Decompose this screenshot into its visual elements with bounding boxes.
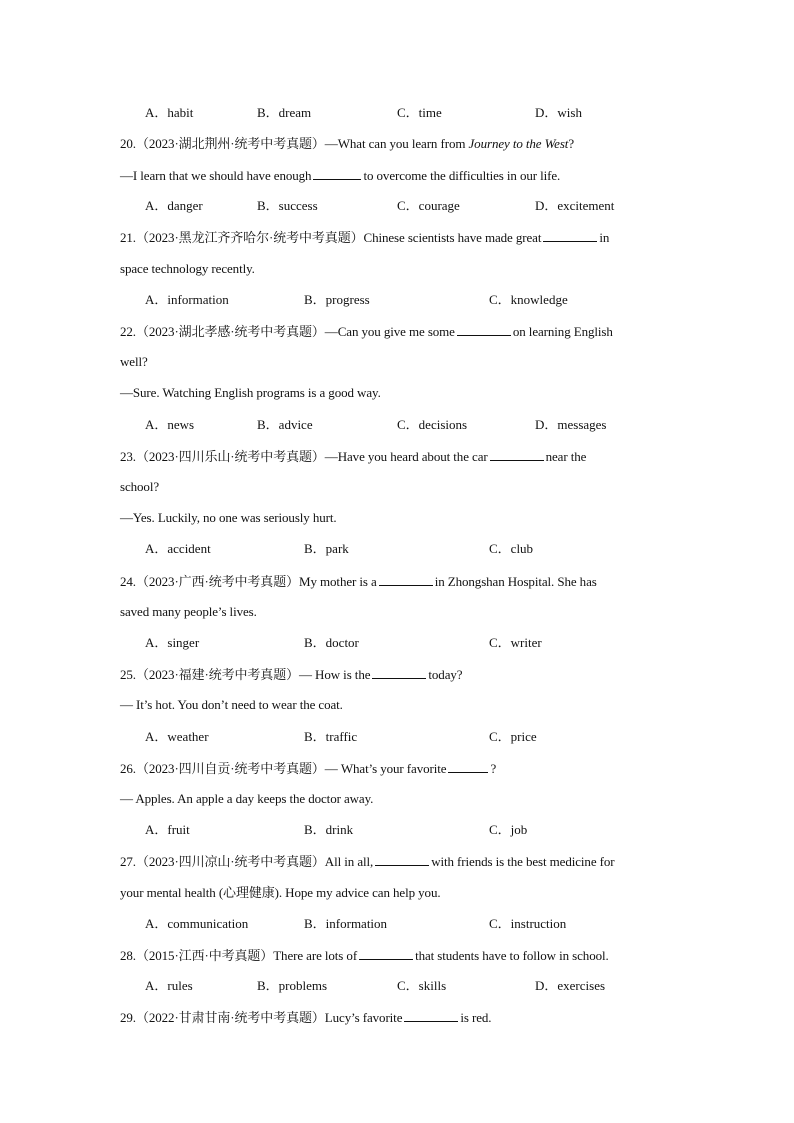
q26-line2: — Apples. An apple a day keeps the doctor away. [120, 791, 374, 806]
q25-stem [120, 665, 462, 684]
q29-stem-end: is red. [460, 1010, 492, 1025]
q22-stem-end: on learning English [512, 324, 613, 339]
q25-stem-end: today? [428, 667, 463, 682]
q22-option-c: C．decisions [397, 417, 468, 432]
answer-blank [448, 759, 488, 773]
q28-stem-end: that students have to follow in school. [415, 948, 609, 963]
q27-option-c: C．instruction [489, 916, 567, 931]
answer-blank [490, 447, 544, 461]
q19-option-a: A．habit [145, 105, 194, 120]
q20-stem [120, 135, 574, 153]
q23-option-a: A．accident [145, 541, 211, 556]
q23-line2: school? [120, 479, 160, 494]
q20-stem-end: ? [568, 136, 574, 151]
q26-option-b: B．drink [304, 822, 354, 837]
q28-stem [120, 946, 609, 965]
answer-blank [543, 228, 597, 242]
answer-blank [404, 1008, 458, 1022]
answer-blank [313, 166, 361, 180]
q19-option-c: C．time [397, 105, 442, 120]
q22-option-d: D．messages [535, 417, 607, 432]
q26-stem-end: ? [490, 761, 497, 776]
q20-option-d: D．excitement [535, 198, 615, 213]
q20-option-c: C．courage [397, 198, 460, 213]
q24-stem [120, 572, 597, 591]
q24-option-c: C．writer [489, 635, 542, 650]
q25-option-a: A．weather [145, 729, 209, 744]
q29-stem-text: 29.（2022·甘肃甘南·统考中考真题）Lucy’s favorite [120, 1010, 403, 1025]
q23-stem-end: near the [545, 449, 587, 464]
answer-blank [379, 572, 433, 586]
q24-option-a: A．singer [145, 635, 200, 650]
q23-stem [120, 447, 586, 466]
q28-option-b: B．problems [257, 978, 328, 993]
q26-stem [120, 759, 496, 778]
q27-stem [120, 852, 615, 871]
q22-option-a: A．news [145, 417, 195, 432]
q19-option-b: B．dream [257, 105, 312, 120]
q20-line2 [120, 166, 560, 185]
q28-stem-text: 28.（2015·江西·中考真题）There are lots of [120, 948, 358, 963]
answer-blank [372, 665, 426, 679]
q28-option-c: C．skills [397, 978, 447, 993]
q22-stem [120, 322, 613, 341]
q24-stem-end: in Zhongshan Hospital. She has [434, 574, 597, 589]
q21-stem-end: in [599, 230, 610, 245]
answer-blank [359, 946, 413, 960]
q27-line2: your mental health (心理健康). Hope my advice can help you. [120, 885, 441, 900]
q21-stem-text: 21.（2023·黑龙江齐齐哈尔·统考中考真题）Chinese scientists have made great [120, 230, 542, 245]
q22-line2: well? [120, 354, 148, 369]
q20-line2-pre: —I learn that we should have enough [120, 168, 312, 183]
q23-option-c: C．club [489, 541, 534, 556]
q24-line2: saved many people’s lives. [120, 604, 257, 619]
q22-stem-text: 22.（2023·湖北孝感·统考中考真题）—Can you give me some [120, 324, 455, 339]
q20-line2-post: to overcome the difficulties in our life. [363, 168, 561, 183]
q20-book-title: Journey to the West [468, 136, 569, 151]
q28-option-a: A．rules [145, 978, 193, 993]
q26-stem-text: 26.（2023·四川自贡·统考中考真题）— What’s your favorite [120, 761, 447, 776]
q24-option-b: B．doctor [304, 635, 359, 650]
q20-stem-text: 20.（2023·湖北荆州·统考中考真题）—What can you learn from [120, 136, 469, 151]
q26-option-a: A．fruit [145, 822, 190, 837]
q25-line2: — It’s hot. You don’t need to wear the coat. [120, 697, 343, 712]
q21-option-c: C．knowledge [489, 292, 568, 307]
q25-option-b: B．traffic [304, 729, 358, 744]
q24-stem-text: 24.（2023·广西·统考中考真题）My mother is a [120, 574, 377, 589]
q22-line3: —Sure. Watching English programs is a good way. [120, 385, 381, 400]
answer-blank [457, 322, 511, 336]
q21-stem [120, 228, 609, 247]
q23-stem-text: 23.（2023·四川乐山·统考中考真题）—Have you heard about the car [120, 449, 488, 464]
q21-option-b: B．progress [304, 292, 370, 307]
q20-option-b: B．success [257, 198, 318, 213]
q27-stem-end: with friends is the best medicine for [431, 854, 615, 869]
q22-option-b: B．advice [257, 417, 313, 432]
q23-option-b: B．park [304, 541, 349, 556]
answer-blank [375, 852, 429, 866]
q26-option-c: C．job [489, 822, 528, 837]
q20-option-a: A．danger [145, 198, 203, 213]
q28-option-d: D．exercises [535, 978, 606, 993]
q27-option-b: B．information [304, 916, 388, 931]
q21-line2: space technology recently. [120, 261, 255, 276]
q23-line3: —Yes. Luckily, no one was seriously hurt. [120, 510, 337, 525]
q19-option-d: D．wish [535, 105, 582, 120]
q27-option-a: A．communication [145, 916, 249, 931]
q29-stem [120, 1008, 491, 1027]
q25-stem-text: 25.（2023·福建·统考中考真题）— How is the [120, 667, 371, 682]
q27-stem-text: 27.（2023·四川凉山·统考中考真题）All in all, [120, 854, 374, 869]
q21-option-a: A．information [145, 292, 229, 307]
q25-option-c: C．price [489, 729, 537, 744]
